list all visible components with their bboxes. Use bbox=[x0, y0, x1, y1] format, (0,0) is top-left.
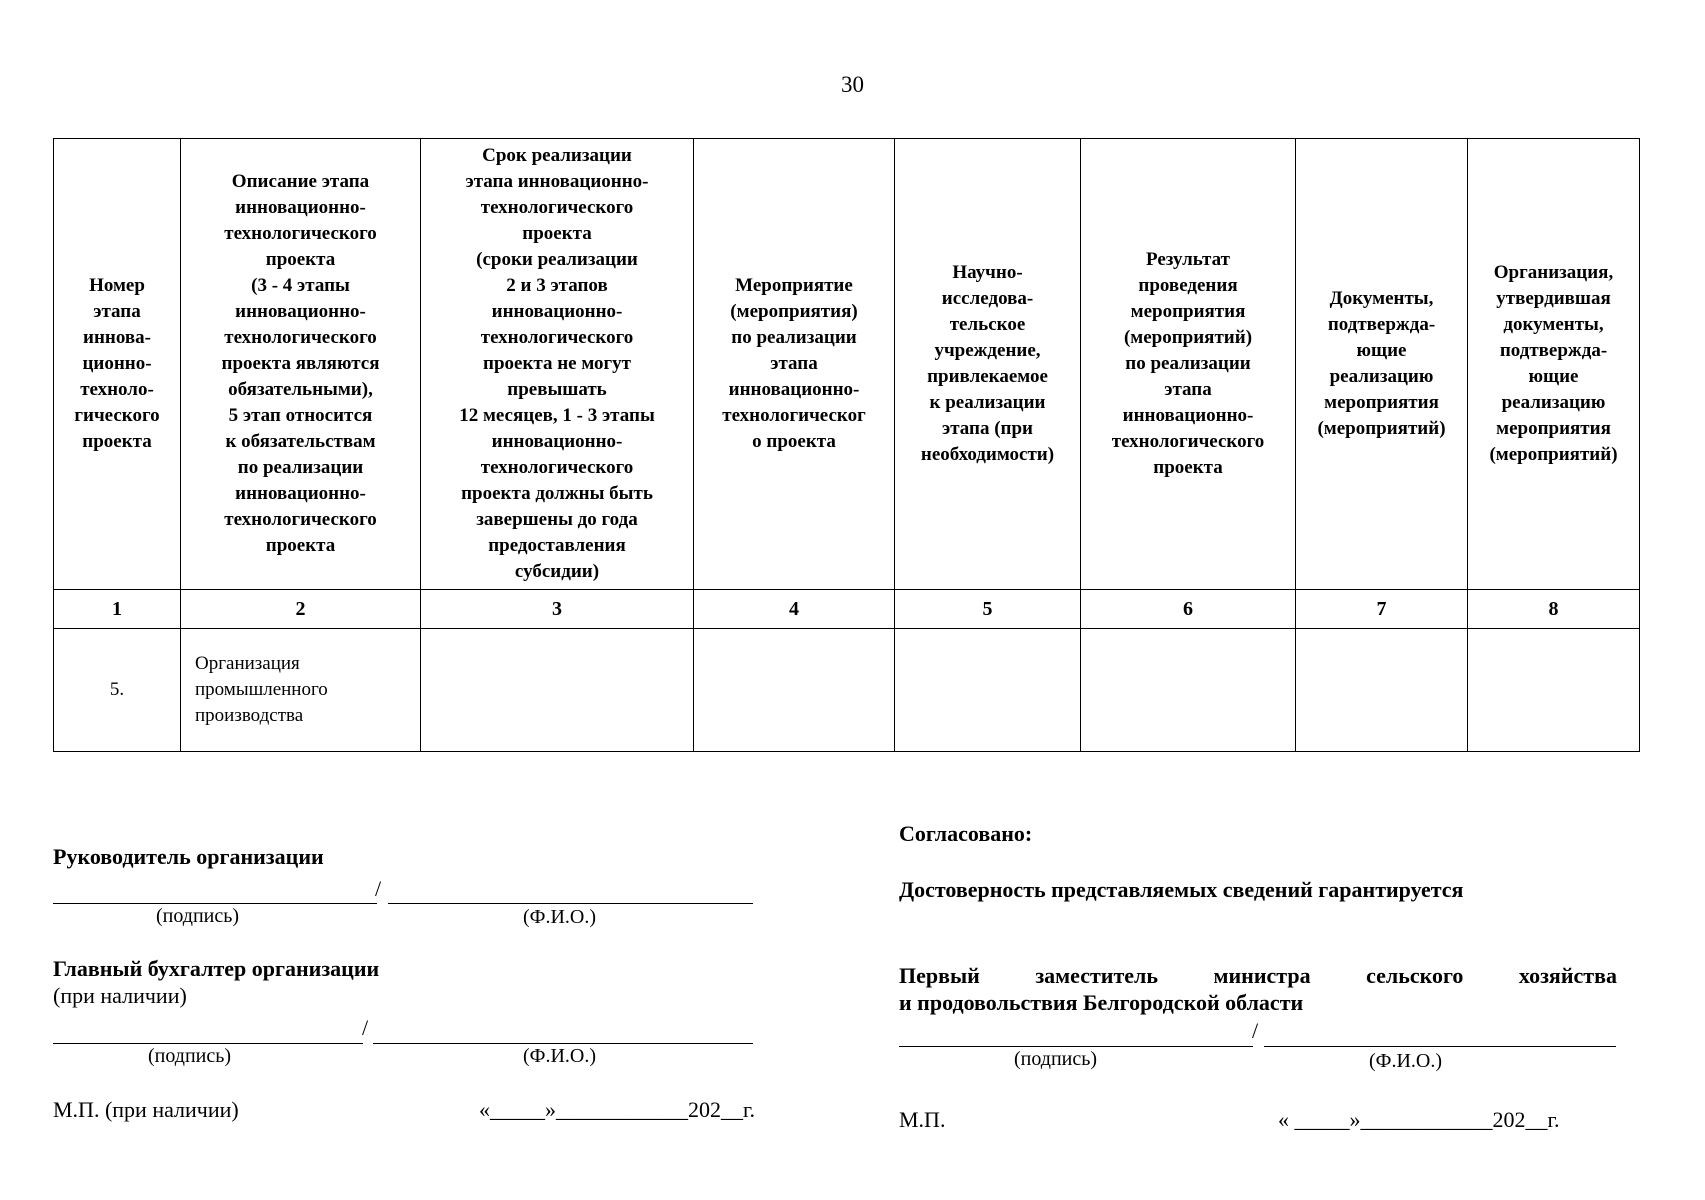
stamp-label: М.П. bbox=[899, 1107, 946, 1132]
column-number: 3 bbox=[421, 590, 694, 629]
header-stage-description: Описание этапа инновационно- технологического проекта (3 - 4 этапы инновационно- технологического проекта являются обязательными), 5 этап относится к обязательствам по реализации инновационно- технологического проекта bbox=[181, 139, 421, 590]
deputy-signature-line[interactable] bbox=[899, 1046, 1253, 1047]
agreed-label: Согласовано: bbox=[899, 821, 1033, 846]
accountant-fio-line[interactable] bbox=[373, 1043, 753, 1044]
position-word: сельского bbox=[1366, 963, 1464, 988]
column-number: 8 bbox=[1468, 590, 1640, 629]
header-activity: Мероприятие (мероприятия) по реализации этапа инновационно- технологическог о проекта bbox=[694, 139, 895, 590]
chief-accountant-note: (при наличии) bbox=[53, 983, 187, 1008]
position-word: Первый bbox=[899, 963, 980, 988]
date-field[interactable]: «_____»____________202__г. bbox=[479, 1097, 756, 1122]
position-word: заместитель bbox=[1035, 963, 1158, 988]
signature-caption: (подпись) bbox=[148, 1045, 232, 1067]
page-number: 30 bbox=[841, 72, 864, 97]
institution-cell bbox=[895, 629, 1081, 752]
activity-cell bbox=[694, 629, 895, 752]
column-number: 5 bbox=[895, 590, 1081, 629]
head-fio-line[interactable] bbox=[388, 903, 753, 904]
date-field[interactable]: « _____»____________202__г. bbox=[1278, 1107, 1560, 1132]
slash-separator: / bbox=[362, 1015, 369, 1040]
stamp-label: М.П. (при наличии) bbox=[53, 1097, 239, 1122]
position-word: министра bbox=[1213, 963, 1311, 988]
stage-term-cell bbox=[421, 629, 694, 752]
signature-caption: (подпись) bbox=[1014, 1048, 1098, 1070]
slash-separator: / bbox=[1252, 1018, 1259, 1043]
position-word: хозяйства bbox=[1518, 963, 1617, 988]
guarantee-statement: Достоверность представляемых сведений гарантируется bbox=[899, 877, 1464, 902]
column-number: 1 bbox=[54, 590, 181, 629]
header-stage-term: Срок реализации этапа инновационно- технологического проекта (сроки реализации 2 и 3 этапов инновационно- технологического проекта не могут превышать 12 месяцев, 1 - 3 этапы инновационно- технологического проекта должны быть завершены до года предоставления субсидии) bbox=[421, 139, 694, 590]
organization-cell bbox=[1468, 629, 1640, 752]
header-approving-organization: Организация, утвердившая документы, подтвержда- ющие реализацию мероприятия (мероприятий) bbox=[1468, 139, 1640, 590]
fio-caption: (Ф.И.О.) bbox=[523, 906, 597, 928]
official-position-line-2: и продовольствия Белгородской области bbox=[899, 990, 1304, 1015]
signature-caption: (подпись) bbox=[156, 905, 240, 927]
documents-cell bbox=[1296, 629, 1468, 752]
stage-description-cell: Организация промышленного производства bbox=[181, 629, 421, 752]
header-confirming-documents: Документы, подтвержда- ющие реализацию мероприятия (мероприятий) bbox=[1296, 139, 1468, 590]
chief-accountant-title: Главный бухгалтер организации bbox=[53, 956, 380, 981]
column-number: 7 bbox=[1296, 590, 1468, 629]
project-stages-table bbox=[53, 138, 1640, 752]
column-number: 4 bbox=[694, 590, 895, 629]
table-row bbox=[54, 629, 1640, 752]
deputy-fio-line[interactable] bbox=[1264, 1046, 1616, 1047]
slash-separator: / bbox=[375, 876, 382, 901]
header-row bbox=[54, 139, 1640, 590]
fio-caption: (Ф.И.О.) bbox=[1369, 1050, 1443, 1072]
fio-caption: (Ф.И.О.) bbox=[523, 1045, 597, 1067]
head-of-organization-title: Руководитель организации bbox=[53, 844, 324, 869]
official-position-line-1 bbox=[899, 963, 1617, 989]
head-signature-line[interactable] bbox=[53, 903, 377, 904]
stage-number-cell: 5. bbox=[54, 629, 181, 752]
column-number: 6 bbox=[1081, 590, 1296, 629]
header-activity-result: Результат проведения мероприятия (мероприятий) по реализации этапа инновационно- технологического проекта bbox=[1081, 139, 1296, 590]
column-number: 2 bbox=[181, 590, 421, 629]
column-numbers-row bbox=[54, 590, 1640, 629]
result-cell bbox=[1081, 629, 1296, 752]
header-stage-number: Номер этапа иннова- ционно- техноло- гического проекта bbox=[54, 139, 181, 590]
accountant-signature-line[interactable] bbox=[53, 1043, 363, 1044]
header-research-institution: Научно- исследова- тельское учреждение, привлекаемое к реализации этапа (при необходимости) bbox=[895, 139, 1081, 590]
